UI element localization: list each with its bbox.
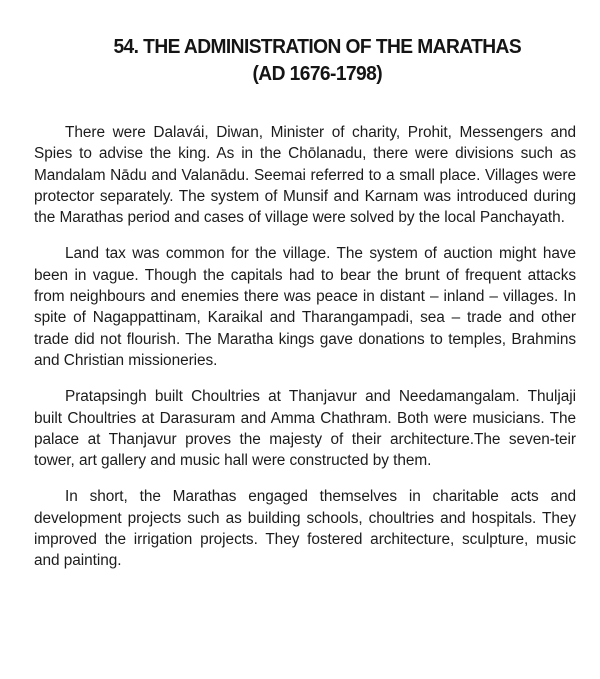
chapter-title: 54. THE ADMINISTRATION OF THE MARATHAS	[113, 36, 522, 58]
paragraph-choultries: Pratapsingh built Choultries at Thanjavur and Needamangalam. Thuljaji built Choultries at Darasuram and Amma Chathram. Both were musicians. The palace at Thanjavur proves the majesty of their architecture.The seven-teir tower, art gallery and music hall were constructed by them.	[34, 388, 576, 470]
paragraph-summary: In short, the Marathas engaged themselves in charitable acts and development projects such as building schools, choultries and hospitals. They improved the irrigation projects. They fostered architecture, sculpture, music and painting.	[34, 488, 576, 570]
body-text	[34, 122, 576, 587]
paragraph-administration: There were Dalavái, Diwan, Minister of charity, Prohit, Messengers and Spies to advise the king. As in the Chōlanadu, there were divisions such as Mandalam Nādu and Valanādu. Seemai referred to a small place. Villages were protector separately. The system of Munsif and Karnam was introduced during the Marathas period and cases of village were solved by the local Panchayath.	[34, 124, 576, 227]
chapter-period: (AD 1676-1798)	[252, 63, 383, 85]
paragraph-land-tax: Land tax was common for the village. The system of auction might have been in vague. Though the capitals had to bear the brunt of frequent attacks from neighbours and enemies there was peace in distant – inland – villages. In spite of Nagappattinam, Karaikal and Tharangampadi, sea – trade and other trade did not flourish. The Maratha kings gave donations to temples, Brahmins and Christian missioneries.	[34, 245, 576, 369]
